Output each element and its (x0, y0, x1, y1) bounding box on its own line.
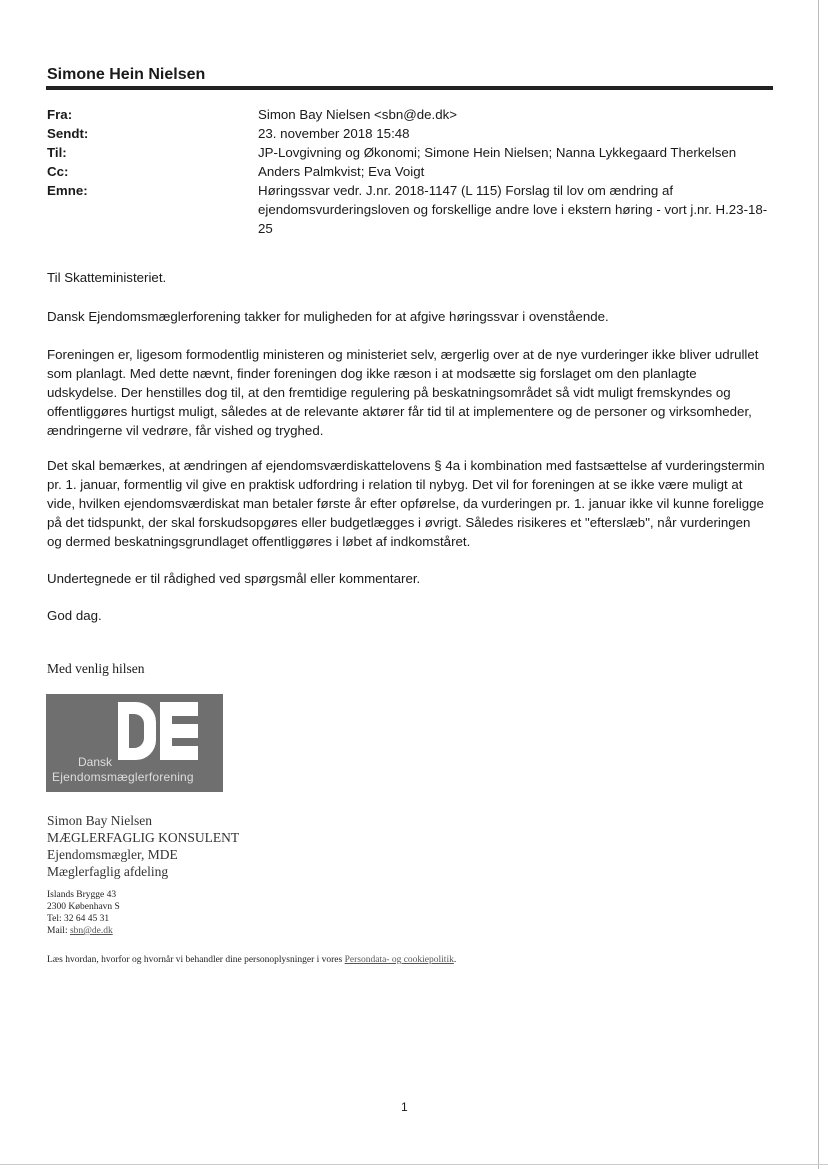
contact-mail-link[interactable]: sbn@de.dk (69, 926, 113, 936)
privacy-notice (47, 955, 456, 965)
logo-text-line2: Ejendomsmæglerforening (52, 770, 194, 784)
body-paragraph-5: God dag. (47, 608, 102, 623)
page-right-edge (818, 0, 819, 1169)
signature-department: Mæglerfaglig afdeling (47, 864, 169, 879)
page-bottom-edge (0, 1164, 828, 1165)
body-paragraph-1: Dansk Ejendomsmæglerforening takker for muligheden for at afgive høringssvar i ovenstående. (47, 309, 609, 324)
body-paragraph-2: Foreningen er, ligesom formodentlig ministeren og ministeriet selv, ærgerlig over at de nye vurderinger ikke bliver udrullet som planlagt. Med dette nævnt, finder foreningen dog ikke ræson i at modsætte sig forslaget om den planlagte udskydelse. Der henstilles dog til, at den fremtidige regulering på beskatningsområdet så vidt muligt fremskyndes og offentliggøres hurtigst muligt, således at de relevante aktører får tid til at implementere og de personer og virksomheder, ændringerne vil vedrøre, får vished og tryghed. (47, 347, 759, 438)
body-paragraph-3: Det skal bemærkes, at ændringen af ejendomsværdiskattelovens § 4a i kombination med fastsættelse af vurderingstermin pr. 1. januar, formentlig vil give en praktisk udfordring i relation til nybyg. Det vil for foreningen at se ikke være muligt at vide, hvilken ejendomsværdiskat man betaler første år efter opførelse, da vurderingen pr. 1. januar ikke vil kunne foreligge på det tidspunkt, der skal forskudsopgøres eller budgetlægges i øvrigt. Således risikeres et "efterslæb", når vurderingen og dermed beskatningsgrundlaget offentliggøres i løbet af indkomståret. (47, 458, 765, 549)
page-number: 1 (401, 1100, 408, 1114)
header-label-subject: Emne: (47, 183, 88, 198)
body-paragraph-4: Undertegnede er til rådighed ved spørgsmål eller kommentarer. (47, 571, 421, 586)
contact-phone: Tel: 32 64 45 31 (47, 914, 110, 924)
contact-mail-label: Mail: (47, 926, 70, 936)
privacy-text: Læs hvordan, hvorfor og hvornår vi behandler dine personoplysninger i vores (47, 955, 345, 965)
header-value-from: Simon Bay Nielsen <sbn@de.dk> (258, 107, 458, 122)
header-value-cc: Anders Palmkvist; Eva Voigt (258, 164, 425, 179)
header-label-to: Til: (47, 145, 67, 160)
header-value-sent: 23. november 2018 15:48 (258, 126, 410, 141)
logo-text-line1: Dansk (78, 755, 113, 769)
signature-role: Ejendomsmægler, MDE (47, 847, 178, 862)
header-label-from: Fra: (47, 107, 73, 122)
header-label-sent: Sendt: (47, 126, 89, 141)
contact-street: Islands Brygge 43 (47, 890, 117, 900)
header-rule (46, 86, 773, 90)
privacy-end: . (453, 955, 457, 965)
signature-title: MÆGLERFAGLIG KONSULENT (47, 830, 240, 845)
header-label-cc: Cc: (47, 164, 69, 179)
body-greeting: Til Skatteministeriet. (47, 270, 167, 285)
header-value-to: JP-Lovgivning og Økonomi; Simone Hein Nielsen; Nanna Lykkegaard Therkelsen (258, 145, 737, 160)
header-value-subject: Høringssvar vedr. J.nr. 2018-1147 (L 115) Forslag til lov om ændring af ejendomsvurderingsloven og forskellige andre love i ekstern høring - vort j.nr. H.23-18-25 (258, 183, 768, 236)
contact-city: 2300 København S (47, 902, 120, 912)
company-logo (46, 694, 223, 792)
signature-name: Simon Bay Nielsen (47, 813, 152, 828)
contact-mail-line (47, 926, 113, 938)
sender-heading: Simone Hein Nielsen (47, 66, 206, 83)
privacy-policy-link[interactable]: Persondata- og cookiepolitik (344, 955, 454, 965)
closing-line: Med venlig hilsen (47, 661, 145, 676)
